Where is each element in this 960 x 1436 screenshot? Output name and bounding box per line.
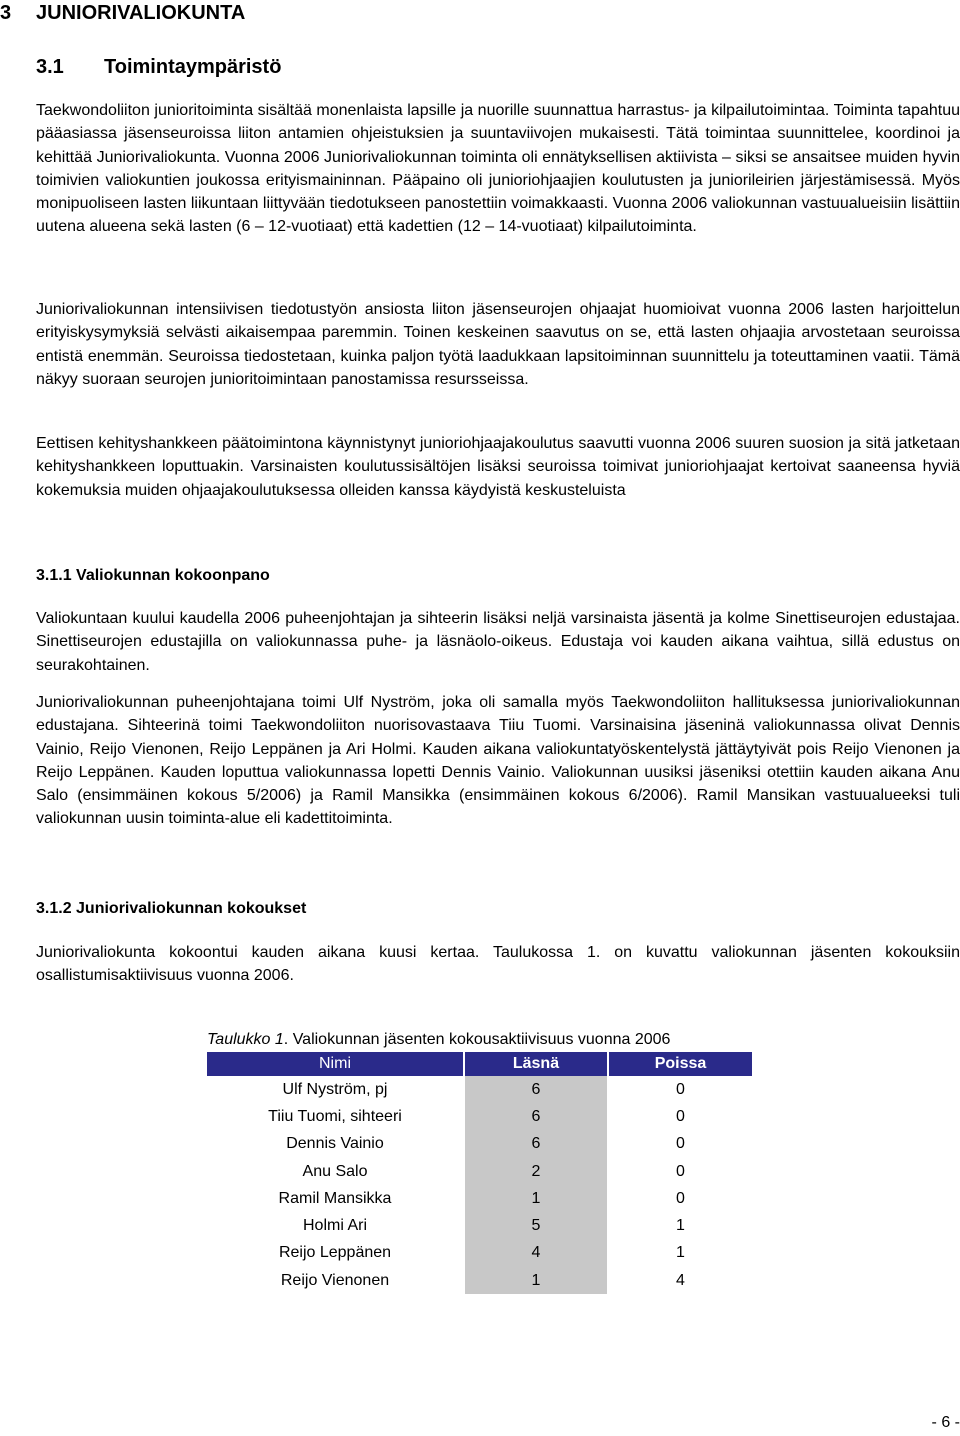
table-caption-text: . Valiokunnan jäsenten kokousaktiivisuus vuonna 2006 bbox=[283, 1031, 671, 1048]
cell-name: Holmi Ari bbox=[207, 1212, 464, 1239]
table-header-row bbox=[207, 1052, 752, 1076]
paragraph-ethics-project: Eettisen kehityshankkeen päätoimintona käynnistynyt junioriohjaajakoulutus saavutti vuonna 2006 suuren suosion ja sitä jatketaan kehityshankkeen loputtuakin. Varsinaisten koulutussisältöjen lisäksi seuroissa toimivat junioriohjaajat kertoivat saaneensa hyviä kokemuksia muiden ohjaajakoulutuksessa olleiden kanssa käydyistä keskusteluista bbox=[36, 435, 960, 499]
table-caption-label: Taulukko 1 bbox=[207, 1031, 284, 1048]
cell-absent: 0 bbox=[676, 1107, 685, 1125]
cell-present: 6 bbox=[464, 1076, 608, 1103]
cell-absent: 1 bbox=[676, 1244, 685, 1262]
cell-name: Ramil Mansikka bbox=[207, 1185, 464, 1212]
cell-name: Ulf Nyström, pj bbox=[207, 1076, 464, 1103]
paragraph-members: Juniorivaliokunnan puheenjohtajana toimi Ulf Nyström, joka oli samalla myös Taekwondoliiton hallituksessa juniorivaliokunnan edustajana. Sihteerinä toimi Taekwondoliiton nuorisovastaava Tiiu Tuomi. Varsinaisina jäseninä valiokunnassa olivat Dennis Vainio, Reijo Vienonen, Reijo Leppänen ja Ari Holmi. Kauden aikana valiokuntatyöskentelystä jättäytyivät pois Reijo Vienonen ja Reijo Leppänen. Kauden loputtua valiokunnassa lopetti Dennis Vainio. Valiokunnan uusiksi jäseniksi otettiin kauden aikana Anu Salo (ensimmäinen kokous 5/2006) ja Ramil Mansikka (ensimmäinen kokous 6/2006). Ramil Mansikan vastuualueeksi tuli valiokunnan uusin toiminta-alue eli kadettitoiminta. bbox=[36, 694, 960, 828]
cell-absent: 0 bbox=[676, 1189, 685, 1207]
paragraph-composition: Valiokuntaan kuului kaudella 2006 puheenjohtajan ja sihteerin lisäksi neljä varsinaista jäsentä ja kolme Sinettiseurojen edustajaa. Sinettiseurojen edustajilla on valiokunnassa puhe- ja läsnäolo-oikeus. Edustaja voi kauden aikana vaihtua, sillä edustus on seurakohtainen. bbox=[36, 610, 960, 674]
section-number: 3.1 bbox=[36, 56, 64, 78]
chapter-number: 3 bbox=[0, 2, 12, 24]
cell-name: Reijo Vienonen bbox=[207, 1267, 464, 1294]
header-absent: Poissa bbox=[608, 1052, 752, 1076]
subsection-heading-meetings: 3.1.2 Juniorivaliokunnan kokoukset bbox=[36, 900, 307, 917]
attendance-table bbox=[207, 1052, 752, 1294]
table-row bbox=[207, 1267, 752, 1294]
section-heading bbox=[36, 54, 281, 80]
page-number: - 6 - bbox=[931, 1414, 960, 1431]
cell-present: 1 bbox=[464, 1267, 608, 1294]
paragraph-meetings: Juniorivaliokunta kokoontui kauden aikana kuusi kertaa. Taulukossa 1. on kuvattu valiokunnan jäsenten kokouksiin osallistumisaktiivisuus vuonna 2006. bbox=[36, 944, 960, 985]
cell-absent: 0 bbox=[676, 1080, 685, 1098]
paragraph-environment: Taekwondoliiton junioritoiminta sisältää monenlaista lapsille ja nuorille suunnattua harrastus- ja kilpailutoimintaa. Toiminta tapahtuu pääasiassa jäsenseuroissa liiton antamien ohjeistuksien ja suuntaviivojen mukaisesti. Tätä toimintaa suunnittelee, koordinoi ja kehittää Juniorivaliokunta. Vuonna 2006 Juniorivaliokunnan toiminta oli ennätyksellisen aktiivista – siksi se ansaitsee muiden hyvin toimivien valiokuntien joukossa erityismaininnan. Pääpaino oli junioriohjaajien koulutusten ja juniorileirien järjestämisessä. Myös monipuoliseen lasten liikuntaan liittyvään tiedotukseen panostettiin voimakkaasti. Vuonna 2006 valiokunnan vastuualueisiin lisättiin uutena alueena sekä lasten (6 – 12-vuotiaat) että kadettien (12 – 14-vuotiaat) kilpailutoiminta. bbox=[36, 102, 960, 236]
section-title: Toimintaympäristö bbox=[104, 56, 282, 78]
table-row bbox=[207, 1158, 752, 1185]
chapter-title: JUNIORIVALIOKUNTA bbox=[36, 2, 246, 24]
cell-absent: 0 bbox=[676, 1135, 685, 1153]
chapter-heading bbox=[0, 0, 245, 26]
cell-absent: 1 bbox=[676, 1217, 685, 1235]
cell-absent: 4 bbox=[676, 1271, 685, 1289]
table-row bbox=[207, 1076, 752, 1103]
table-row bbox=[207, 1240, 752, 1267]
cell-absent: 0 bbox=[676, 1162, 685, 1180]
cell-present: 1 bbox=[464, 1185, 608, 1212]
paragraph-communication: Juniorivaliokunnan intensiivisen tiedotustyön ansiosta liiton jäsenseurojen ohjaajat huomioivat vuonna 2006 lasten harjoittelun erityiskysymyksiä selvästi aikaisempaa paremmin. Toinen keskeinen saavutus on se, että lasten ohjaajia arvostetaan seuroissa entistä enemmän. Seuroissa tiedostetaan, kuinka paljon työtä laadukkaan lapsitoiminnan suunnittelu ja toteuttaminen vaatii. Tämä näkyy suoraan seurojen junioritoimintaan panostamissa resursseissa. bbox=[36, 301, 960, 388]
cell-present: 2 bbox=[464, 1158, 608, 1185]
cell-present: 4 bbox=[464, 1240, 608, 1267]
cell-name: Anu Salo bbox=[207, 1158, 464, 1185]
subsection-heading-composition: 3.1.1 Valiokunnan kokoonpano bbox=[36, 567, 270, 584]
table-row bbox=[207, 1185, 752, 1212]
table-caption bbox=[207, 1030, 670, 1050]
header-present: Läsnä bbox=[464, 1052, 608, 1076]
cell-present: 6 bbox=[464, 1131, 608, 1158]
table-row bbox=[207, 1103, 752, 1130]
table-row bbox=[207, 1212, 752, 1239]
cell-present: 6 bbox=[464, 1103, 608, 1130]
cell-name: Tiiu Tuomi, sihteeri bbox=[207, 1103, 464, 1130]
cell-name: Dennis Vainio bbox=[207, 1131, 464, 1158]
table-row bbox=[207, 1131, 752, 1158]
cell-name: Reijo Leppänen bbox=[207, 1240, 464, 1267]
cell-present: 5 bbox=[464, 1212, 608, 1239]
header-name: Nimi bbox=[207, 1052, 464, 1076]
